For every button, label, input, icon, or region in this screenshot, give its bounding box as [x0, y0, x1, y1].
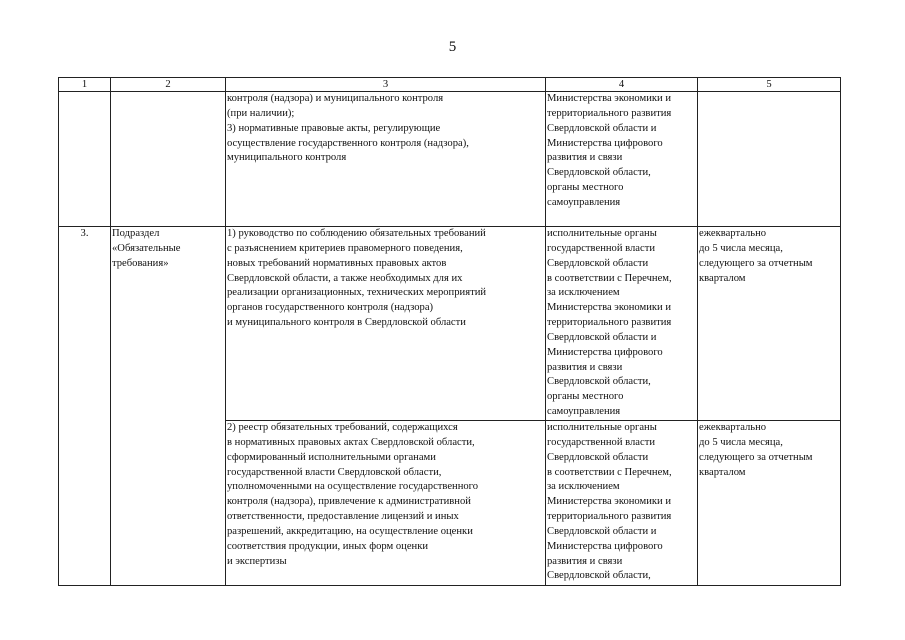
- table-header-row: [59, 78, 841, 92]
- section-cell: [111, 92, 226, 227]
- page-number: 5: [448, 39, 457, 55]
- document-table: [58, 77, 841, 586]
- responsible-cell: исполнительные органы государственной власти Свердловской области в соответствии с Перечнем, за исключением Министерства экономики и территориального развития Свердловской области и Министерства цифрового развития и связи Свердловской области, органы местного самоуправления: [546, 227, 698, 421]
- responsible-cell: Министерства экономики и территориального развития Свердловской области и Министерства цифрового развития и связи Свердловской области, органы местного самоуправления: [546, 92, 698, 227]
- column-header-1: 1: [59, 78, 111, 92]
- period-cell: ежеквартально до 5 числа месяца, следующего за отчетным кварталом: [698, 227, 841, 421]
- content-cell: 1) руководство по соблюдению обязательных требований с разъяснением критериев правомерного поведения, новых требований нормативных правовых актов Свердловской области, а также необходимых для их реализации организационных, технических мероприятий органов государственного контроля (надзора) и муниципального контроля в Свердловской области: [226, 227, 546, 421]
- period-cell: ежеквартально до 5 числа месяца, следующего за отчетным кварталом: [698, 420, 841, 585]
- content-cell: контроля (надзора) и муниципального контроля (при наличии); 3) нормативные правовые акты, регулирующие осуществление государственного контроля (надзора), муниципального контроля: [226, 92, 546, 227]
- row-number-cell: 3.: [59, 227, 111, 586]
- table-row: [59, 227, 841, 421]
- column-header-5: 5: [698, 78, 841, 92]
- row-number-cell: [59, 92, 111, 227]
- table-row: [59, 92, 841, 227]
- column-header-2: 2: [111, 78, 226, 92]
- responsible-cell: исполнительные органы государственной власти Свердловской области в соответствии с Перечнем, за исключением Министерства экономики и территориального развития Свердловской области и Министерства цифрового развития и связи Свердловской области,: [546, 420, 698, 585]
- section-cell: Подраздел «Обязательные требования»: [111, 227, 226, 586]
- content-cell: 2) реестр обязательных требований, содержащихся в нормативных правовых актах Свердловской области, сформированный исполнительными органами государственной власти Свердловской области, уполномоченными на осуществление государственного контроля (надзора), привлечение к административной ответственности, предоставление лицензий и иных разрешений, аккредитацию, на осуществление оценки соответствия продукции, иных форм оценки и экспертизы: [226, 420, 546, 585]
- column-header-4: 4: [546, 78, 698, 92]
- period-cell: [698, 92, 841, 227]
- column-header-3: 3: [226, 78, 546, 92]
